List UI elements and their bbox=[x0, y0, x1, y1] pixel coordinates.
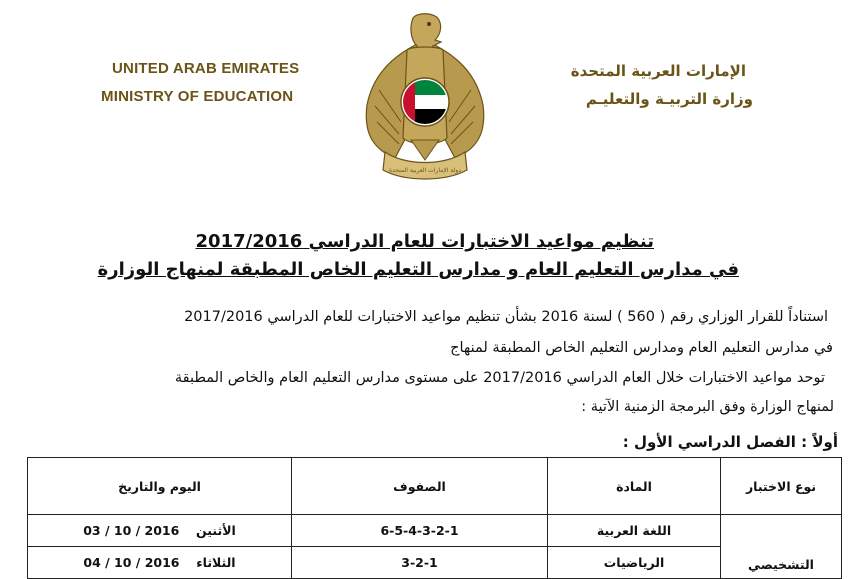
row1-date: 03 / 10 / 2016 bbox=[83, 523, 180, 538]
paragraph1-line2: في مدارس التعليم العام ومدارس التعليم الخاص المطبقة لمنهاج bbox=[450, 340, 833, 356]
table-header-row bbox=[28, 458, 842, 515]
exam-schedule-table bbox=[27, 457, 842, 579]
header-arabic-line1: الإمارات العربية المتحدة bbox=[570, 62, 746, 80]
row2-day-date bbox=[28, 547, 292, 579]
header-day-date: اليوم والتاريخ bbox=[28, 458, 292, 515]
header-subject: المادة bbox=[548, 458, 721, 515]
row2-subject: الرياضيات bbox=[548, 547, 721, 579]
table-row bbox=[28, 547, 842, 579]
header-exam-type: نوع الاختبار bbox=[721, 458, 842, 515]
uae-emblem bbox=[355, 10, 495, 185]
row2-date: 04 / 10 / 2016 bbox=[83, 555, 180, 570]
title-line2: في مدارس التعليم العام و مدارس التعليم الخاص المطبقة لمنهاج الوزارة bbox=[97, 259, 739, 280]
paragraph2-line2: لمنهاج الوزارة وفق البرمجة الزمنية الآتية : bbox=[581, 399, 834, 415]
row2-day: الثلاثاء bbox=[196, 555, 236, 570]
header-arabic-line2: وزارة التربيـة والتعليـم bbox=[585, 90, 753, 108]
header-english-line1: UNITED ARAB EMIRATES bbox=[112, 60, 300, 77]
row1-subject: اللغة العربية bbox=[548, 515, 721, 547]
row1-grades: 6-5-4-3-2-1 bbox=[292, 515, 548, 547]
emblem-ribbon-text: دولة الإمارات العربية المتحدة bbox=[388, 167, 462, 174]
exam-type-group-label: التشخيصي bbox=[721, 515, 842, 579]
row1-day: الأثنين bbox=[196, 523, 236, 538]
falcon-emblem-icon bbox=[355, 10, 495, 185]
table-row bbox=[28, 515, 842, 547]
row2-grades: 3-2-1 bbox=[292, 547, 548, 579]
paragraph2-line1: توحد مواعيد الاختبارات خلال العام الدراسي 2017/2016 على مستوى مدارس التعليم العام والخاص المطبقة bbox=[174, 370, 825, 386]
header-grades: الصفوف bbox=[292, 458, 548, 515]
paragraph1-line1: استناداً للقرار الوزاري رقم ( 560 ) لسنة 2016 بشأن تنظيم مواعيد الاختبارات للعام الدراسي 2017/2016 bbox=[184, 309, 828, 325]
header-english-line2: MINISTRY OF EDUCATION bbox=[101, 88, 294, 105]
section-title: أولاً : الفصل الدراسي الأول : bbox=[622, 433, 838, 451]
title-line1: تنظيم مواعيد الاختبارات للعام الدراسي 2017/2016 bbox=[195, 231, 654, 252]
row1-day-date bbox=[28, 515, 292, 547]
